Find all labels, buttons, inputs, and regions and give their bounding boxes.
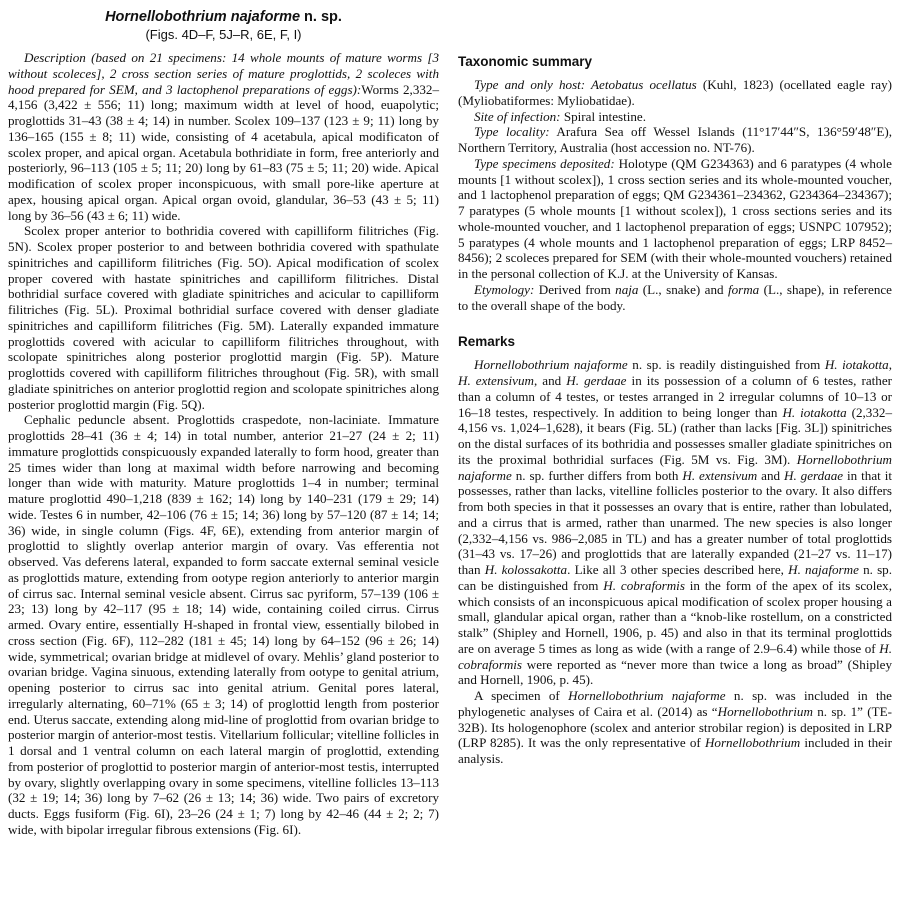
- species-name: Hornellobothrium najaforme: [105, 9, 301, 25]
- text-run: were reported as “never more than twice a long as broad” (Shipley and Hornell, 1906, p. 45).: [458, 656, 892, 688]
- text-run: , and: [533, 373, 567, 388]
- text-run: in its possession of a column of 6 testes, rather than a column of 4 testes, or testes arranged in 2 irregular columns of 10–13 or 16–18 testes, respectively. In addition to being longer than: [458, 373, 893, 420]
- italic-text: Etymology:: [474, 281, 535, 297]
- italic-text: H. iotakotta: [824, 357, 889, 373]
- text-run: n. sp. can be distinguished from: [458, 562, 892, 593]
- paragraph: [8, 223, 439, 412]
- text-run: Worms 2,332–4,156 (3,422 ± 556; 11) long; maximum width at level of hood, euapolytic; proglottids 31–43 (38 ± 4; 14) in number. Scolex 109–137 (123 ± 9; 11) long by 136–165 (155 ± 8; 11) wide, consisting of 4 acetabula, apical modificaton of scolex proper, and apical organ. Acetabula bothridiate in form, free anteriorly and posteriorly, 96–113 (105 ± 5; 11; 20) long by 61–83 (75 ± 5; 11; 20) wide. Apical modification of scolex proper inconspicuous, with small pore-like aperture at apex, housing apical organ. Apical organ ovoid, glandular, 36–53 (43 ± 5; 11) long by 36–56 (43 ± 6; 11) wide.: [8, 81, 440, 223]
- text-run: included in their analysis.: [458, 735, 892, 766]
- text-run: in the form of the apex of its scolex, which consists of an inconspicuous apical modification of scolex proper housing a small, glandular apical organ, rather than a “knob-like rostellum, on a constricted stalk” (Shipley and Hornell, 1906, p. 45) and also in that its terminal proglottids are on average 5 times as long as wide (with a range of 2.9–6.4) while those of: [458, 577, 892, 656]
- species-title: [8, 8, 439, 26]
- remarks-body: [458, 357, 892, 767]
- paragraph: [8, 50, 439, 223]
- italic-text: Hornellobothrium: [717, 703, 813, 719]
- text-run: n. sp. 1” (TE-32B). Its hologenophore (scolex and anterior strobilar region) is deposited in LRP (LRP 8285). It was the only representative of: [458, 703, 892, 751]
- text-run: Scolex proper anterior to bothridia covered with capilliform filitriches (Fig. 5N). Scolex proper posterior to and between bothridia covered with spathulate spinitriches and capilliform filitriches (Fig. 5O). Apical modification of scolex proper covered with hastate spinitriches and capilliform filitriches. Distal bothridial surface covered with gladiate spinitriches and acicular to capilliform filitriches (Fig. 5L). Proximal bothridial surface covered with denser gladiate spinitriches and capilliform filitriches (Fig. 5M). Laterally expanded immature proglottids covered with acicular to capilliform filitriches throughout, with scolopate spinitriches along posterior proglottid margin (Fig. 5P). Mature proglottids covered with capilliform filitriches throughout (Fig. 5R), with small gladiate spinitriches on anterior proglottid region and scolopate spinitriches along posterior proglottid margin (Fig. 5Q).: [8, 223, 439, 412]
- paragraph: [458, 156, 892, 282]
- text-run: Spiral intestine.: [560, 108, 647, 124]
- text-run: A specimen of: [474, 688, 569, 703]
- italic-text: Hornellobothrium najaforme: [568, 688, 726, 703]
- remarks-heading: Remarks: [458, 334, 516, 350]
- text-run: Derived from: [534, 281, 616, 297]
- text-run: Arafura Sea off Wessel Islands (11°17′44″S, 136°59′48″E), Northern Territory, Australia (host accession no. NT-76).: [458, 124, 892, 155]
- description-body: [8, 50, 439, 838]
- taxonomic-summary-body: [458, 77, 892, 313]
- left-column: [8, 0, 439, 838]
- italic-text: H. gerdaae: [784, 467, 844, 483]
- italic-text: Hornellobothrium: [704, 735, 801, 751]
- italic-text: H. cobraformis: [458, 640, 892, 672]
- text-run: Cephalic peduncle absent. Proglottids craspedote, non-laciniate. Immature proglottids 28–41 (36 ± 4; 14) in total number, anterior 21–27 (24 ± 2; 11) immature proglottids conspicuously expanded laterally to form hood, greater than 25 times wider than long at maximal width before narrowing and becoming longer than wide with maturity. Mature proglottids 1–4 in number; terminal mature proglottid 490–1,218 (839 ± 162; 14) long by 140–231 (179 ± 29; 14) wide. Testes 6 in number, 42–106 (76 ± 15; 14; 36) long by 57–120 (87 ± 14; 14; 36) wide, in single column (Figs. 4F, 6E), extending from anterior margin of proglottid to slightly overlap anterior margin of ovary. Vas efferentia not observed. Vas deferens lateral, expanded to form saccate external seminal vesicle as proglottids mature, extending from ootype region anteriorly to anterior margin of cirrus sac. Internal seminal vesicle absent. Cirrus sac pyriform, 57–139 (106 ± 23; 13) long by 42–117 (95 ± 18; 14) wide, containing coiled cirrus. Cirrus armed. Ovary entire, essentially H-shaped in frontal view, essentially bilobed in cross section (Fig. 6F), 112–282 (181 ± 45; 14) long by 64–152 (96 ± 26; 14) wide, symmetrical; ovarian bridge at midlevel of ovary. Mehlis’ gland posterior to ovarian bridge. Vagina sinuous, extending laterally from ootype to genital atrium, opening posterior to cirrus sac into genital atrium. Genital pores lateral, irregularly alternating, 60–71% (65 ± 3; 14) of proglottid length from posterior end. Uterus saccate, extending along mid-line of proglottid from ovarian bridge to posterior margin of anterior-most testis. Vitellarium follicular; vitelline follicles in 1 dorsal and 1 ventral column on each lateral margin of proglottid, extending from posterior of proglottid to posterior margin of anterior-most testis, interrupted by ovary, slightly overlapping ovary in some specimens, vitelline follicles 13–113 (32 ± 19; 14; 36) long by 7–62 (26 ± 13; 14; 36) wide. Two pairs of excretory ducts. Eggs fusiform (Fig. 6I), 23–26 (24 ± 1; 7) long by 42–46 (44 ± 2; 2; 7) wide, with bipolar irregular fibrous extensions (Fig. 6I).: [8, 412, 439, 837]
- text-run: . Like all 3 other species described here,: [567, 562, 789, 577]
- paragraph: [8, 412, 439, 837]
- paragraph: [458, 688, 892, 767]
- right-column: [458, 0, 892, 767]
- text-run: n. sp. further differs from both: [511, 467, 683, 483]
- paragraph: [458, 124, 892, 156]
- italic-text: H. extensivum: [458, 373, 534, 388]
- italic-text: H. kolossakotta: [484, 562, 568, 577]
- species-suffix: n. sp.: [300, 9, 342, 25]
- italic-text: Type and only host: Aetobatus ocellatus: [474, 77, 697, 92]
- italic-text: H. najaforme: [788, 562, 859, 577]
- taxonomic-summary-heading: Taxonomic summary: [458, 54, 593, 69]
- text-run: (L., shape), in reference to the overall shape of the body.: [458, 281, 892, 313]
- italic-text: H. cobraformis: [603, 577, 685, 593]
- text-run: ,: [888, 357, 892, 373]
- italic-text: H. iotakotta: [782, 404, 847, 420]
- figure-references: (Figs. 4D–F, 5J–R, 6E, F, I): [145, 27, 302, 42]
- text-run: and: [757, 467, 785, 483]
- text-run: (Kuhl, 1823) (ocellated eagle ray) (Myliobatiformes: Myliobatidae).: [458, 77, 892, 108]
- paragraph: [458, 77, 892, 109]
- text-run: (L., snake) and: [638, 281, 728, 297]
- italic-text: Description (based on 21 specimens: 14 whole mounts of mature worms [3 without scoleces], 2 cross section series of mature proglottids, 2 scoleces with hood prepared for SEM, and 3 lactophenol preparations of eggs):: [8, 50, 439, 97]
- italic-text: Site of infection:: [474, 108, 561, 124]
- text-run: Holotype (QM G234363) and 6 paratypes (4 whole mounts [1 without scolex]), 1 cross section series and its whole-mounted voucher, and 1 lactophenol preparation of eggs; QM G234361–234362, G234364–234367); 7 paratypes (5 whole mounts [1 without scolex]), 1 cross sections series and its whole-mounted voucher, and 1 lactophenol preparation of eggs; USNPC 107952); 5 paratypes (4 whole mounts and 1 lactophenol preparation of eggs; LRP 8452–8456); 2 scoleces prepared for SEM (with their whole-mounted vouchers) retained in the personal collection of K.J. at the University of Kansas.: [458, 155, 892, 281]
- italic-text: Hornellobothrium najaforme: [474, 357, 628, 373]
- text-run: n. sp. was included in the phylogenetic analyses of Caira et al. (2014) as “: [458, 688, 892, 719]
- italic-text: Hornellobothrium najaforme: [458, 451, 892, 483]
- text-run: in that it possesses, rather than lacks, vitelline follicles posterior to the ovary. It also differs from both species in that it possesses an ovary that is entire, rather than lobulated, and a cirrus that is armed, rather than unarmed. The new species is also longer (2,332–4,156 vs. 986–2,085 in TL) and has a greater number of total proglottids (31–43 vs. 17–26) and proglottids that are laterally expanded (21–27 vs. 11–17) than: [458, 467, 893, 577]
- italic-text: Type locality:: [474, 124, 550, 140]
- paragraph: [458, 357, 892, 688]
- text-run: (2,332–4,156 vs. 1,024–1,628), it bears (Fig. 5L) (rather than lacks [Fig. 3L]) spinitriches on the distal surfaces of its bothridia and possesses smaller gladiate spinitriches on its the proximal bothridial surfaces (Fig. 5M vs. Fig. 3M).: [458, 404, 892, 467]
- italic-text: naja: [615, 281, 639, 297]
- paragraph: [458, 282, 892, 314]
- italic-text: H. extensivum: [682, 467, 758, 483]
- italic-text: Type specimens deposited:: [474, 155, 615, 171]
- italic-text: H. gerdaae: [566, 373, 627, 388]
- italic-text: forma: [727, 281, 760, 297]
- paragraph: [458, 109, 892, 125]
- text-run: n. sp. is readily distinguished from: [627, 357, 825, 373]
